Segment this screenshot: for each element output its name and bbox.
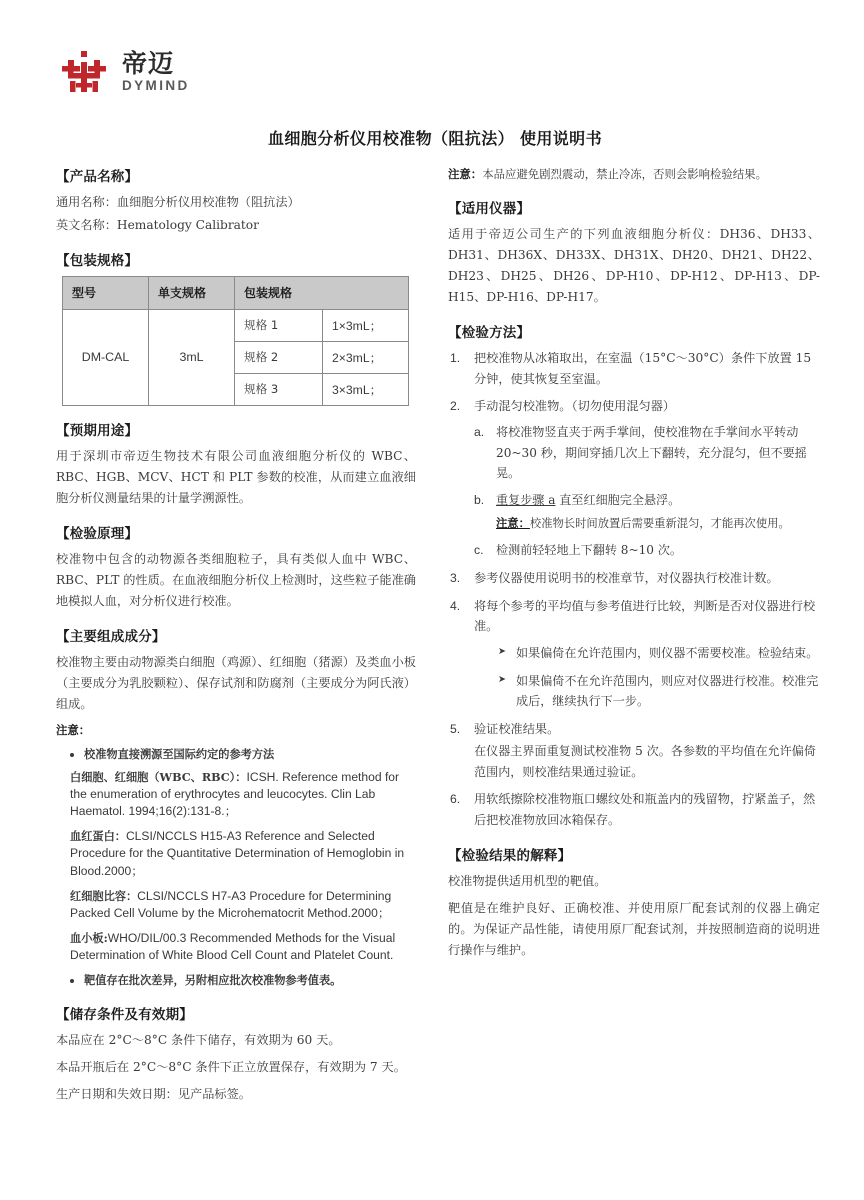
table-cell-spec-label: 规格 3 [235, 373, 323, 405]
composition-note-label [56, 721, 416, 740]
interpretation-line-1: 校准物提供适用机型的靶值。 [448, 873, 607, 888]
reference-entry [70, 828, 416, 880]
interpretation-line-2: 靶值是在维护良好、正确校准、并使用原厂配套试剂的仪器上确定的。为保证产品性能，请使用原厂配套试剂，并按照制造商的说明进行操作与维护。 [448, 900, 820, 957]
list-item [448, 568, 820, 589]
document-title: 血细胞分析仪用校准物（阻抗法） 使用说明书 [268, 129, 602, 148]
step-number: 2. [450, 399, 461, 414]
substep-letter: a. [474, 425, 485, 440]
list-item [448, 719, 820, 783]
section-heading-instruments: 【适用仪器】 [448, 200, 531, 217]
composition-bullet-list-2 [56, 972, 416, 990]
step-text: 用软纸擦除校准物瓶口螺纹处和瓶盖内的残留物，拧紧盖子，然后把校准物放回冰箱保存。 [474, 792, 816, 828]
method-step-list [448, 348, 820, 831]
list-item [474, 422, 820, 484]
step-text: 验证校准结果。 [474, 721, 560, 736]
reference-label-cn: 血红蛋白： [70, 829, 126, 844]
substep-letter: b. [474, 492, 485, 507]
section-heading-principle: 【检验原理】 [56, 525, 139, 542]
table-header-unit-spec: 单支规格 [149, 276, 235, 309]
brand-name-cn: 帝迈 [122, 49, 175, 79]
list-item [70, 746, 416, 764]
substep-text-underlined: 重复步骤 a [496, 492, 556, 507]
list-item [474, 540, 820, 561]
table-header-row [63, 276, 409, 309]
list-item [498, 671, 820, 712]
intended-use-text: 用于深圳市帝迈生物技术有限公司血液细胞分析仪的 WBC、RBC、HGB、MCV、HCT 和 PLT 参数的校准，从而建立血液细胞分析仪测量结果的计量学溯源性。 [56, 448, 416, 505]
table-cell-spec-label: 规格 2 [235, 341, 323, 373]
table-cell-unit-spec: 3mL [149, 309, 235, 405]
arrow-item-text: 如果偏倚在允许范围内，则仪器不需要校准。检验结束。 [516, 645, 819, 660]
reference-label-cn: 白细胞、红细胞（WBC、RBC）： [70, 769, 247, 784]
storage-line-3: 生产日期和失效日期：见产品标签。 [56, 1087, 251, 1102]
reference-citation-en: CLSI/NCCLS H15-A3 Reference and Selected Procedure for the Quantitative Determination of Hemoglobin in Blood.2000； [70, 829, 405, 878]
storage-line-1: 本品应在 2°C～8°C 条件下储存，有效期为 60 天。 [56, 1033, 341, 1048]
substep-text: 直至红细胞完全悬浮。 [555, 492, 681, 507]
product-generic-name: 通用名称：血细胞分析仪用校准物（阻抗法） [56, 195, 300, 209]
list-item [448, 789, 820, 830]
reference-entry [70, 930, 416, 964]
dymind-logo-icon [58, 50, 110, 94]
table-cell-spec-value: 1×3mL； [323, 309, 409, 341]
arrow-item-text: 如果偏倚不在允许范围内，则应对仪器进行校准。校准完成后，继续执行下一步。 [516, 673, 819, 709]
section-heading-interpretation: 【检验结果的解释】 [448, 847, 572, 864]
table-cell-spec-value: 2×3mL； [323, 341, 409, 373]
right-column [448, 165, 820, 967]
step-number: 5. [450, 721, 461, 736]
section-heading-packaging: 【包装规格】 [56, 252, 139, 269]
table-header-package-spec: 包装规格 [235, 276, 409, 309]
reference-entry [70, 769, 416, 821]
step5-detail: 在仪器主界面重复测试校准物 5 次。各参数的平均值在允许偏倚范围内，则校准结果通过验证。 [474, 744, 816, 779]
two-column-body [56, 165, 820, 1111]
substep-text: 将校准物竖直夹于两手掌间，使校准物在手掌间水平转动 20~30 秒，期间穿插几次上下翻转，充分混匀，但不要摇晃。 [496, 425, 807, 481]
table-cell-spec-value: 3×3mL； [323, 373, 409, 405]
brand-logo-text [122, 51, 190, 93]
substep-note-label: 注意： [496, 516, 530, 531]
list-item [448, 348, 820, 389]
caution-label: 注意： [448, 167, 483, 181]
table-cell-model: DM-CAL [63, 309, 149, 405]
section-heading-product-name: 【产品名称】 [56, 169, 139, 185]
table-cell-spec-label: 规格 1 [235, 309, 323, 341]
brand-logo [58, 44, 814, 100]
storage-line-2: 本品开瓶后在 2°C～8°C 条件下正立放置保存，有效期为 7 天。 [56, 1060, 406, 1075]
principle-text: 校准物中包含的动物源各类细胞粒子，具有类似人血中 WBC、RBC、PLT 的性质。在血液细胞分析仪上检测时，这些粒子能准确地模拟人血，对分析仪进行校准。 [56, 551, 416, 608]
list-item [474, 490, 820, 535]
reference-citation-en: WHO/DIL/00.3 Recommended Methods for the Visual Determination of White Blood Cell Count and Platelet Count. [70, 931, 396, 963]
step-text: 把校准物从冰箱取出，在室温（15°C～30°C）条件下放置 15 分钟，使其恢复至室温。 [474, 350, 812, 386]
list-item [448, 396, 820, 560]
reference-label-cn: 红细胞比容： [70, 888, 138, 903]
section-heading-method: 【检验方法】 [448, 324, 531, 341]
substep-letter: c. [474, 543, 484, 558]
step-number: 6. [450, 792, 461, 807]
bullet-text: 校准物直接溯源至国际约定的参考方法 [84, 746, 275, 761]
section-heading-storage: 【储存条件及有效期】 [56, 1007, 193, 1024]
instruments-text: 适用于帝迈公司生产的下列血液细胞分析仪：DH36、DH33、DH31、DH36X、DH33X、DH31X、DH20、DH21、DH22、DH23、DH25、DH26、DP-H10、DP-H12、DP-H13、DP-H15、DP-H16、DP-H17。 [448, 226, 820, 304]
packaging-spec-table [62, 276, 409, 406]
method-arrow-list [474, 643, 820, 712]
substep-text: 检测前轻轻地上下翻转 8~10 次。 [496, 543, 683, 558]
step-number: 1. [450, 350, 461, 365]
substep-note [496, 514, 820, 534]
step-text: 参考仪器使用说明书的校准章节，对仪器执行校准计数。 [474, 570, 779, 585]
substep-note-text: 校准物长时间放置后需要重新混匀，才能再次使用。 [529, 517, 790, 531]
note-label-text: 注意： [56, 722, 91, 737]
table-row [63, 309, 409, 341]
step-text: 将每个参考的平均值与参考值进行比较，判断是否对仪器进行校准。 [474, 598, 816, 634]
reference-label-cn: 血小板: [70, 931, 108, 946]
list-item [70, 972, 416, 990]
composition-bullet-list [56, 746, 416, 764]
brand-name-en: DYMIND [122, 78, 190, 94]
section-heading-intended-use: 【预期用途】 [56, 422, 139, 439]
method-substep-list [474, 422, 820, 561]
product-english-name: 英文名称：Hematology Calibrator [56, 217, 259, 232]
left-column [56, 165, 416, 1111]
step-number: 3. [450, 570, 461, 585]
reference-citation-en: CLSI/NCCLS H7-A3 Procedure for Determining Packed Cell Volume by the Microhematocrit Method.2000； [70, 888, 392, 920]
composition-text: 校准物主要由动物源类白细胞（鸡源）、红细胞（猪源）及类血小板（主要成分为乳胶颗粒）、保存试剂和防腐剂（主要成分为阿氏液）组成。 [56, 654, 416, 711]
list-item [448, 596, 820, 712]
reference-citation-en: ICSH. Reference method for the enumeration of erythrocytes and leucocytes. Clin Lab Haematol. 1994;16(2):131-8.； [70, 769, 400, 819]
section-heading-composition: 【主要组成成分】 [56, 628, 166, 645]
reference-entry [70, 888, 416, 922]
list-item [498, 643, 820, 664]
caution-text: 本品应避免剧烈震动，禁止冷冻，否则会影响检验结果。 [482, 167, 767, 181]
table-header-model: 型号 [63, 276, 149, 309]
bullet-text: 靶值存在批次差异，另附相应批次校准物参考值表。 [84, 973, 342, 988]
step-number: 4. [450, 598, 461, 613]
step-text: 手动混匀校准物。（切勿使用混匀器） [474, 399, 676, 414]
top-caution-note [448, 165, 820, 184]
